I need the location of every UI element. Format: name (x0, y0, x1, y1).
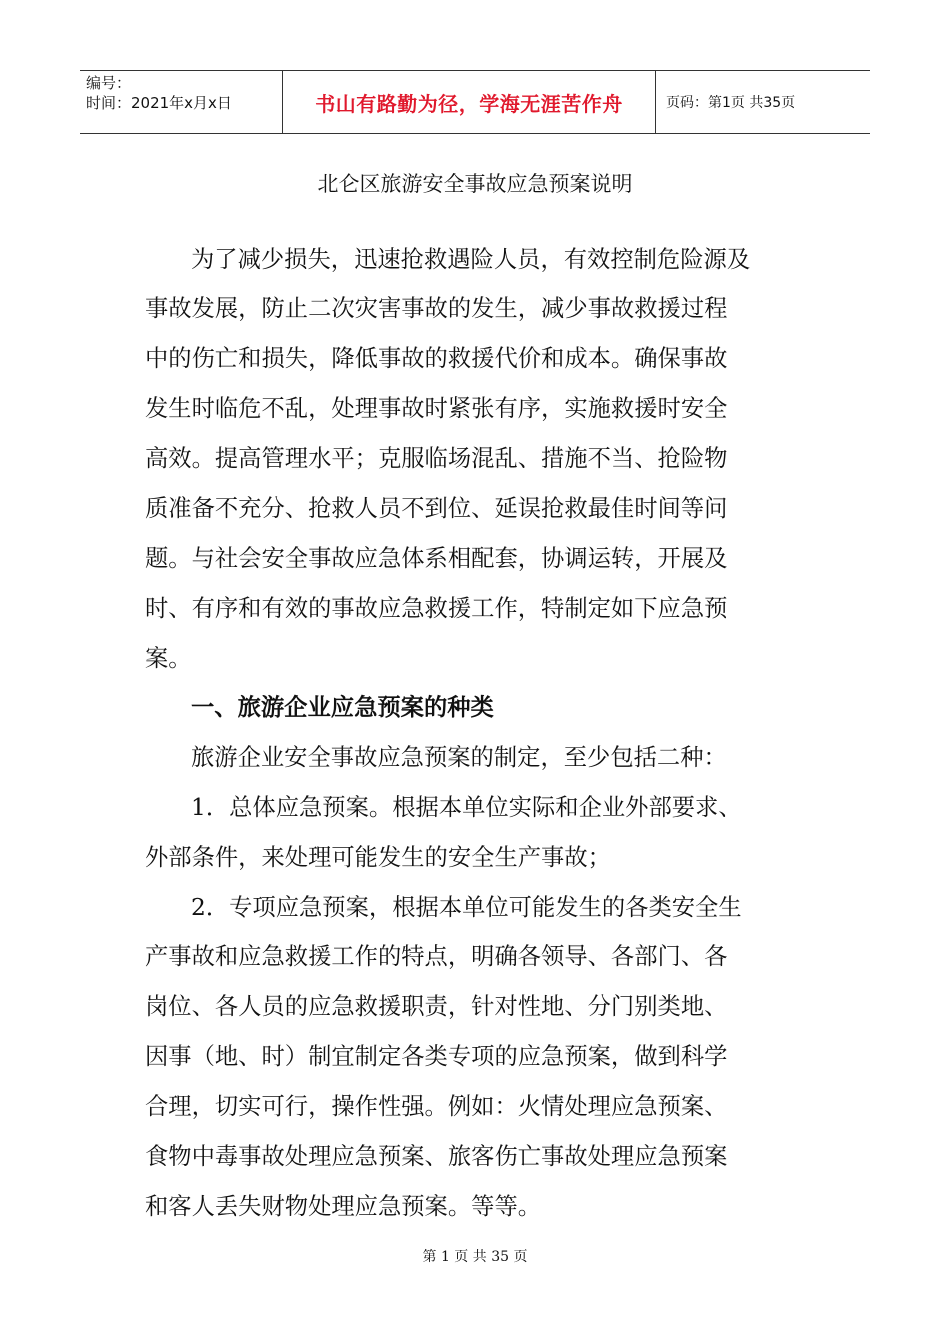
paragraph-line: 事故发展，防止二次灾害事故的发生，减少事故救援过程 (145, 295, 728, 322)
list-item-line: 因事（地、时）制宜制定各类专项的应急预案，做到科学 (145, 1043, 728, 1070)
list-item-line: 产事故和应急救援工作的特点，明确各领导、各部门、各 (145, 943, 728, 970)
paragraph-line: 发生时临危不乱，处理事故时紧张有序，实施救援时安全 (145, 395, 728, 422)
paragraph-line: 时、有序和有效的事故应急救援工作，特制定如下应急预 (145, 595, 728, 622)
paragraph-line: 旅游企业安全事故应急预案的制定，至少包括二种： (191, 744, 727, 771)
paragraph-line: 中的伤亡和损失，降低事故的救援代价和成本。确保事故 (145, 345, 728, 372)
paragraph-line: 质准备不充分、抢救人员不到位、延误抢救最佳时间等问 (145, 495, 728, 522)
list-item-line: 食物中毒事故处理应急预案、旅客伤亡事故处理应急预案 (145, 1143, 728, 1170)
list-item-line: 外部条件，来处理可能发生的安全生产事故； (145, 844, 611, 871)
header-motto-cell (283, 71, 656, 133)
list-item-line: 2．专项应急预案，根据本单位可能发生的各类安全生 (191, 894, 742, 921)
paragraph-line: 题。与社会安全事故应急体系相配套，协调运转，开展及 (145, 545, 728, 572)
paragraph-line: 高效。提高管理水平；克服临场混乱、措施不当、抢险物 (145, 445, 728, 472)
motto-text: 书山有路勤为径，学海无涯苦作舟 (315, 91, 623, 116)
page-info: 页码：第1页 共35页 (666, 95, 796, 111)
paragraph-line: 案。 (145, 645, 192, 672)
header-meta-cell (80, 71, 283, 133)
page-title: 北仑区旅游安全事故应急预案说明 (317, 172, 633, 196)
list-item-line: 和客人丢失财物处理应急预案。等等。 (145, 1193, 542, 1220)
document-number: 编号： (86, 74, 132, 92)
header-table (80, 70, 870, 134)
list-item-line: 1．总体应急预案。根据本单位实际和企业外部要求、 (191, 794, 742, 821)
list-item-line: 合理，切实可行，操作性强。例如：火情处理应急预案、 (145, 1093, 728, 1120)
list-item-line: 岗位、各人员的应急救援职责，针对性地、分门别类地、 (145, 993, 728, 1020)
document-time: 时间：2021年x月x日 (86, 94, 232, 112)
paragraph-line: 为了减少损失，迅速抢救遇险人员，有效控制危险源及 (191, 246, 751, 273)
header-page-cell (656, 71, 870, 133)
section-heading: 一、旅游企业应急预案的种类 (191, 694, 494, 721)
page-footer: 第 1 页 共 35 页 (422, 1249, 528, 1265)
